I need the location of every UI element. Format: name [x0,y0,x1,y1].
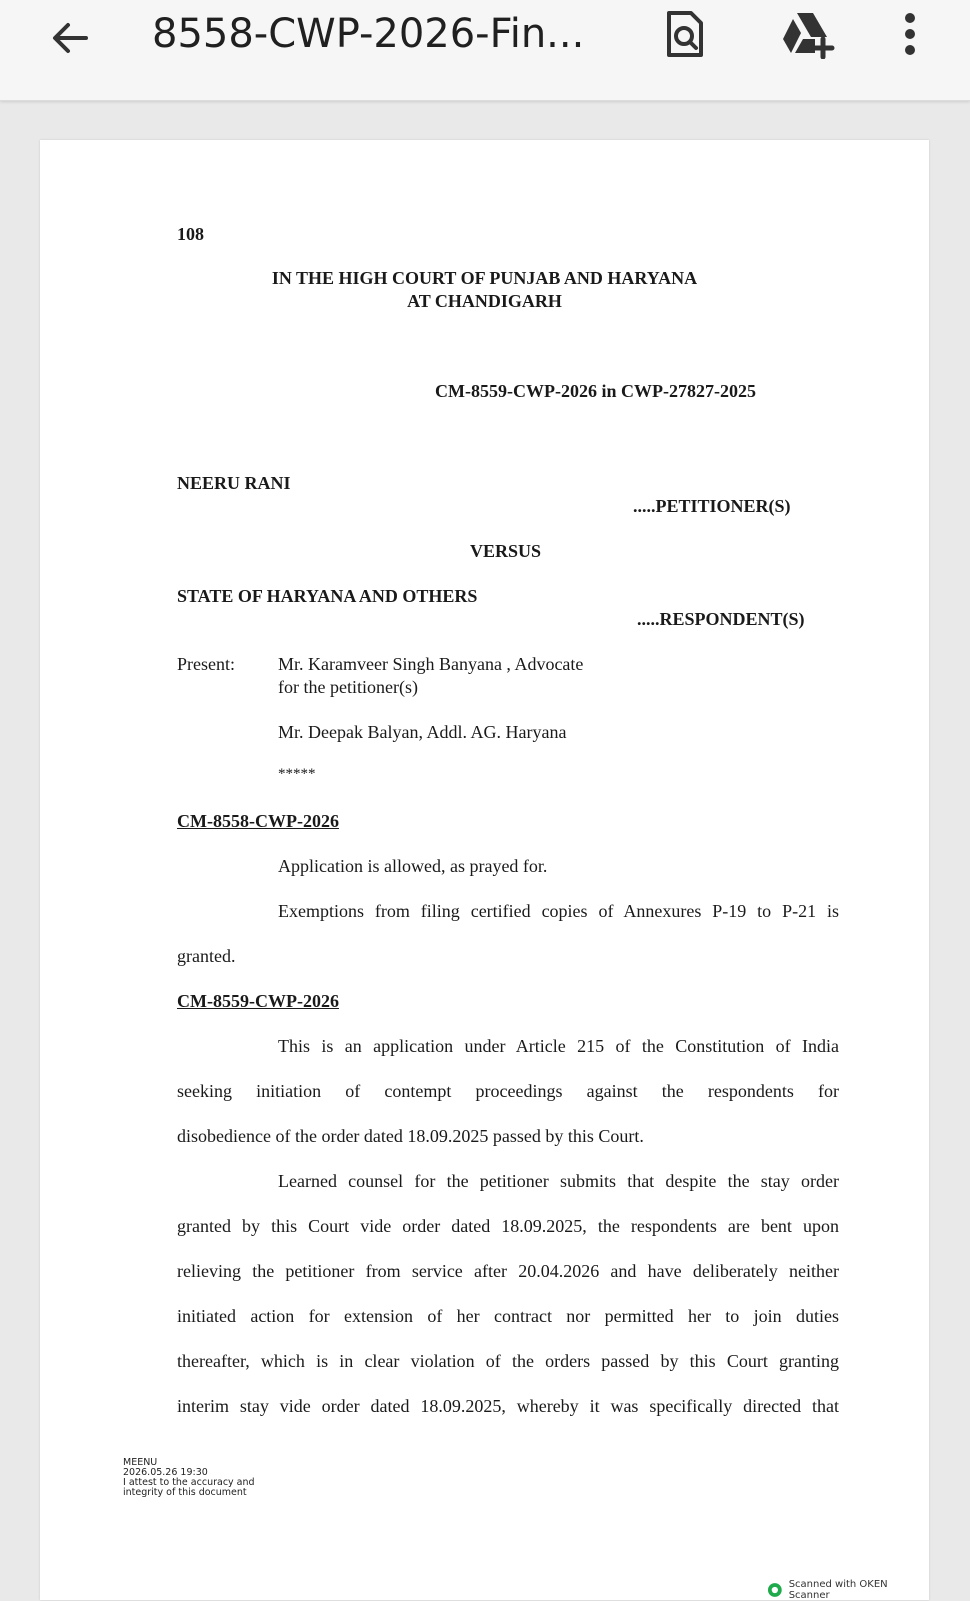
find-in-document-button[interactable] [655,4,715,64]
present-counsel-petitioner: Mr. Karamveer Singh Banyana , Advocate [278,654,584,674]
stamp-attest-line1: I attest to the accuracy and [123,1477,255,1488]
arrow-left-icon [48,16,92,60]
separator-stars: ***** [278,766,316,782]
paragraph-counsel-line4: initiated action for extension of her contract nor permitted her to join duties [177,1306,839,1326]
present-label: Present: [177,654,235,674]
app-toolbar [0,0,970,101]
more-vertical-icon [900,11,920,57]
paragraph-counsel-line1: Learned counsel for the petitioner submits that despite the stay order [278,1171,839,1191]
section-heading-cm-8559: CM-8559-CWP-2026 [177,991,339,1011]
present-for-petitioner: for the petitioner(s) [278,677,418,697]
pdf-page [40,140,929,1600]
back-button[interactable] [40,8,100,68]
add-to-drive-button[interactable] [777,4,837,64]
stamp-attest-line2: integrity of this document [123,1487,247,1498]
overflow-menu-button[interactable] [885,4,935,64]
scanner-logo-icon [767,1582,783,1598]
court-name-line1: IN THE HIGH COURT OF PUNJAB AND HARYANA [271,268,698,288]
paragraph-exemptions-line2: granted. [177,946,236,966]
paragraph-article215-line3: disobedience of the order dated 18.09.2025 passed by this Court. [177,1126,644,1146]
paragraph-counsel-line5: thereafter, which is in clear violation of the orders passed by this Court granting [177,1351,839,1371]
paragraph-exemptions-line1: Exemptions from filing certified copies of Annexures P-19 to P-21 is [278,901,839,921]
drive-add-icon [779,9,835,59]
court-name-line2: AT CHANDIGARH [407,291,562,311]
present-counsel-state: Mr. Deepak Balyan, Addl. AG. Haryana [278,722,567,742]
paragraph-article215-line1: This is an application under Article 215 of the Constitution of India [278,1036,839,1056]
paragraph-counsel-line6: interim stay vide order dated 18.09.2025, whereby it was specifically directed that [177,1396,839,1416]
stamp-name: MEENU [123,1457,158,1468]
digital-signature-stamp [123,1458,255,1498]
respondent-name: STATE OF HARYANA AND OTHERS [177,586,478,606]
case-number: CM-8559-CWP-2026 in CWP-27827-2025 [435,381,756,401]
section-heading-cm-8558: CM-8558-CWP-2026 [177,811,339,831]
document-search-icon [663,9,707,59]
petitioner-name: NEERU RANI [177,473,291,493]
paragraph-article215-line2: seeking initiation of contempt proceedings against the respondents for [177,1081,839,1101]
petitioner-label: .....PETITIONER(S) [633,496,791,516]
paragraph-counsel-line2: granted by this Court vide order dated 18.09.2025, the respondents are bent upon [177,1216,839,1236]
paragraph-application-allowed: Application is allowed, as prayed for. [278,856,548,876]
versus-label: VERSUS [470,541,542,561]
document-title: 8558-CWP-2026-Fin... [152,11,585,57]
stamp-datetime: 2026.05.26 19:30 [123,1467,208,1478]
scanner-watermark-text: Scanned with OKEN Scanner [788,1579,888,1601]
paragraph-counsel-line3: relieving the petitioner from service after 20.04.2026 and have deliberately neither [177,1261,839,1281]
respondent-label: .....RESPONDENT(S) [637,609,805,629]
scanner-watermark [767,1581,929,1599]
serial-number: 108 [177,224,204,244]
